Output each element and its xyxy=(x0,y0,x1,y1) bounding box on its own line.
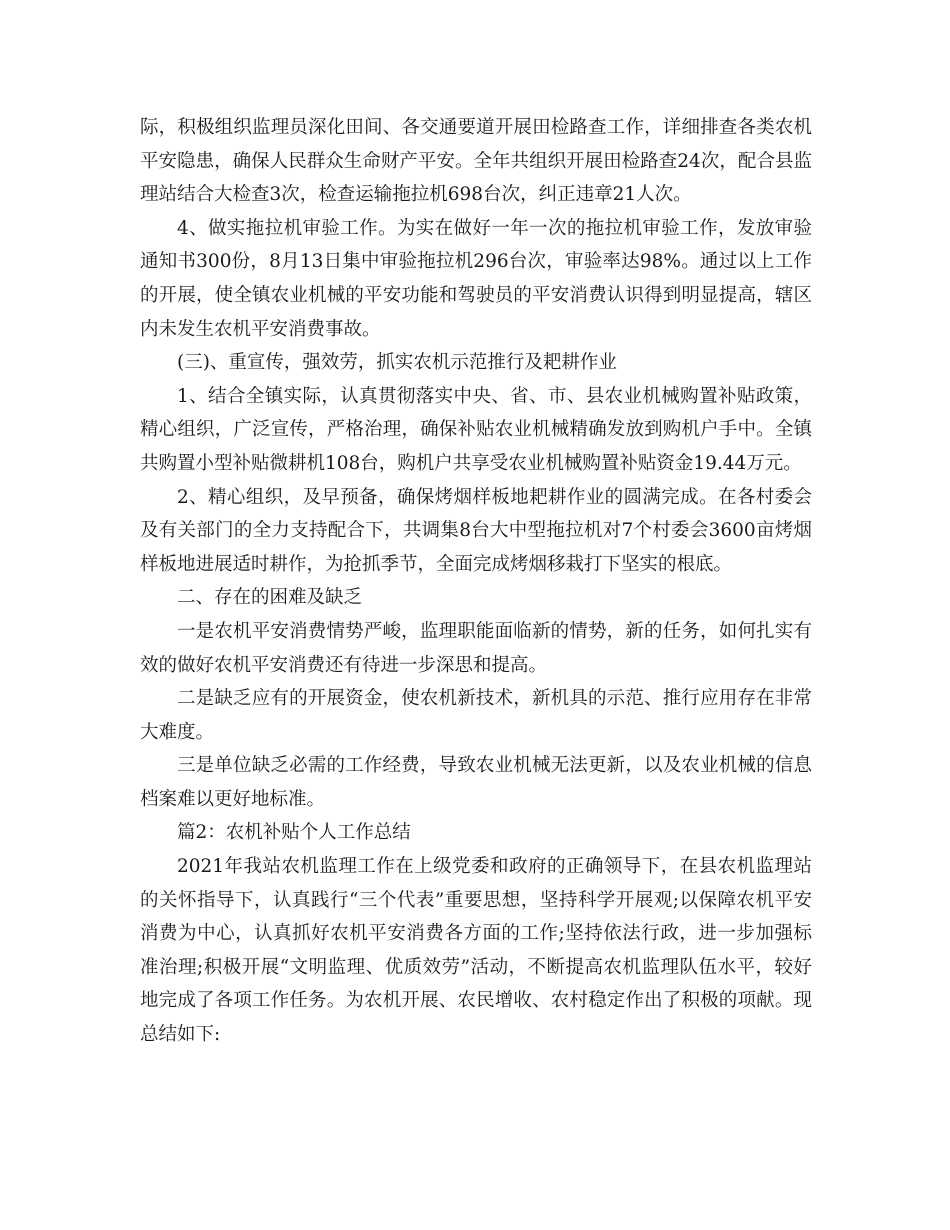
section-heading-difficulties: 二、存在的困难及缺乏 xyxy=(177,587,363,609)
paragraph-annual-summary: 2021年我站农机监理工作在上级党委和政府的正确领导下，在县农机监理站的关怀指导下，认真践行“三个代表”重要思想，坚持科学开展观;以保障农机平安消费为中心，认真抓好农机平安消费各方面的工作;坚持依法行政，进一步加强标准治理;积极开展“文明监理、优质效劳”活动，不断提高农机监理队伍水平，较好地完成了各项工作任务。为农机开展、农民增收、农村稳定作出了积极的项献。现总结如下: xyxy=(140,856,812,1046)
document-body xyxy=(140,111,812,1052)
paragraph-difficulty-one: 一是农机平安消费情势严峻，监理职能面临新的情势，新的任务，如何扎实有效的做好农机平安消费还有待进一步深思和提高。 xyxy=(140,620,812,676)
paragraph-tractor-inspection: 4、做实拖拉机审验工作。为实在做好一年一次的拖拉机审验工作，发放审验通知书300份，8月13日集中审验拖拉机296台次，审验率达98%。通过以上工作的开展，使全镇农业机械的平安功能和驾驶员的平安消费认识得到明显提高，辖区内未发生农机平安消费事故。 xyxy=(140,217,812,340)
paragraph-difficulty-three: 三是单位缺乏必需的工作经费，导致农业机械无法更新，以及农业机械的信息档案难以更好地标准。 xyxy=(140,755,812,810)
paragraph-continuation: 际，积极组织监理员深化田间、各交通要道开展田检路查工作，详细排查各类农机平安隐患，确保人民群众生命财产平安。全年共组织开展田检路查24次，配合县监理站结合大检查3次，检查运输拖拉机698台次，纠正违章21人次。 xyxy=(140,117,812,206)
paragraph-tobacco-tillage: 2、精心组织，及早预备，确保烤烟样板地耙耕作业的圆满完成。在各村委会及有关部门的全力支持配合下，共调集8台大中型拖拉机对7个村委会3600亩烤烟样板地进展适时耕作，为抢抓季节，全面完成烤烟移栽打下坚实的根底。 xyxy=(140,486,812,575)
paragraph-difficulty-two: 二是缺乏应有的开展资金，使农机新技术，新机具的示范、推行应用存在非常大难度。 xyxy=(140,688,812,743)
section-heading-promotion: (三)、重宣传，强效劳，抓实农机示范推行及耙耕作业 xyxy=(177,352,617,374)
article-title-part-two: 篇2：农机补贴个人工作总结 xyxy=(177,822,411,844)
paragraph-subsidy-policy: 1、结合全镇实际，认真贯彻落实中央、省、市、县农业机械购置补贴政策，精心组织，广泛宣传，严格治理，确保补贴农业机械精确发放到购机户手中。全镇共购置小型补贴微耕机108台，购机户共享受农业机械购置补贴资金19.44万元。 xyxy=(140,385,812,474)
